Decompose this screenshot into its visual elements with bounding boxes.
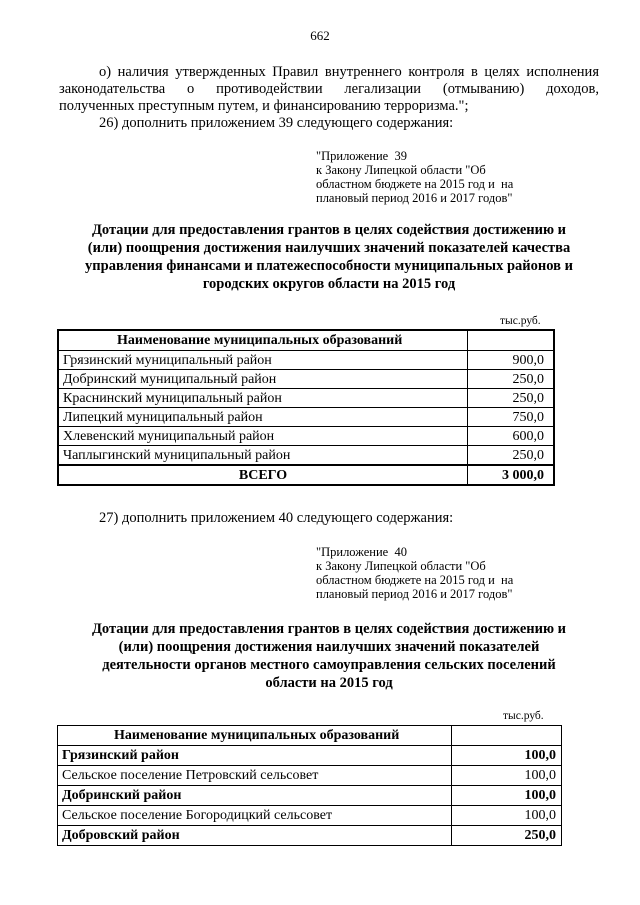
title-39-line-1: Дотации для предоставления грантов в целях содействия достижению и — [91, 222, 567, 238]
title-40-line-4: области на 2015 год — [265, 675, 393, 691]
item-27-text: 27) дополнить приложением 40 следующего содержания: — [99, 510, 454, 526]
row-name: Сельское поселение Богородицкий сельсовет — [58, 806, 452, 826]
row-name: Чаплыгинский муниципальный район — [58, 446, 468, 466]
table-2 — [57, 725, 562, 846]
intro-line-2: законодательства о противодействии легализации (отмыванию) доходов, — [59, 81, 599, 97]
table-1-total-row — [58, 465, 554, 485]
item-26-text: 26) дополнить приложением 39 следующего содержания: — [99, 115, 454, 131]
appendix-40-line-4: плановый период 2016 и 2017 годов" — [316, 587, 513, 601]
table-1-header-value — [468, 330, 555, 351]
row-name: Сельское поселение Петровский сельсовет — [58, 766, 452, 786]
table-row — [58, 806, 562, 826]
row-value: 250,0 — [468, 446, 555, 466]
appendix-40-line-3: областном бюджете на 2015 год и на — [316, 573, 514, 587]
title-40-line-3: деятельности органов местного самоуправления сельских поселений — [102, 657, 556, 673]
row-name: Грязинский муниципальный район — [58, 351, 468, 370]
row-name: Добровский район — [58, 826, 452, 846]
appendix-39-caption — [316, 149, 513, 205]
table-row — [58, 370, 554, 389]
row-value: 600,0 — [468, 427, 555, 446]
row-value: 900,0 — [468, 351, 555, 370]
item-27-paragraph — [59, 510, 599, 527]
row-name: Грязинский район — [58, 746, 452, 766]
page-number: 662 — [310, 28, 330, 43]
row-value: 250,0 — [468, 389, 555, 408]
table-2-header-row — [58, 726, 562, 746]
row-name: Хлевенский муниципальный район — [58, 427, 468, 446]
appendix-39-line-3: областном бюджете на 2015 год и на — [316, 177, 514, 191]
table-row — [58, 766, 562, 786]
table-row — [58, 351, 554, 370]
row-value: 250,0 — [468, 370, 555, 389]
title-40-line-1: Дотации для предоставления грантов в целях содействия достижению и — [91, 621, 567, 637]
table-2-units: тыс.руб. — [503, 710, 544, 722]
table-2-header-value — [452, 726, 562, 746]
table-row — [58, 408, 554, 427]
intro-line-3: полученных преступным путем, и финансированию терроризма."; — [59, 98, 469, 114]
total-value: 3 000,0 — [468, 465, 555, 485]
table-row — [58, 746, 562, 766]
title-39-line-2: (или) поощрения достижения наилучших значений показателей качества — [87, 240, 571, 256]
row-name: Добринский район — [58, 786, 452, 806]
row-name: Добринский муниципальный район — [58, 370, 468, 389]
appendix-39-line-4: плановый период 2016 и 2017 годов" — [316, 191, 513, 205]
table-row — [58, 446, 554, 466]
row-name: Краснинский муниципальный район — [58, 389, 468, 408]
appendix-39-line-2: к Закону Липецкой области "Об — [316, 163, 486, 177]
row-value: 750,0 — [468, 408, 555, 427]
table-1-header-row — [58, 330, 554, 351]
table-1-header: Наименование муниципальных образований — [58, 330, 468, 351]
intro-paragraph — [59, 64, 599, 132]
row-value: 100,0 — [452, 786, 562, 806]
title-39-line-3: управления финансами и платежеспособности муниципальных районов и — [85, 258, 573, 274]
table-1 — [57, 329, 555, 486]
row-value: 100,0 — [452, 766, 562, 786]
total-label: ВСЕГО — [58, 465, 468, 485]
row-name: Липецкий муниципальный район — [58, 408, 468, 427]
appendix-40-line-2: к Закону Липецкой области "Об — [316, 559, 486, 573]
appendix-40-line-1: "Приложение 40 — [316, 545, 407, 559]
intro-line-1: о) наличия утвержденных Правил внутреннего контроля в целях исполнения — [99, 64, 599, 80]
table-row — [58, 427, 554, 446]
row-value: 100,0 — [452, 746, 562, 766]
appendix-39-title — [59, 221, 599, 293]
table-2-header: Наименование муниципальных образований — [58, 726, 452, 746]
row-value: 100,0 — [452, 806, 562, 826]
title-39-line-4: городских округов области на 2015 год — [202, 276, 456, 292]
table-row — [58, 826, 562, 846]
appendix-39-line-1: "Приложение 39 — [316, 149, 407, 163]
title-40-line-2: (или) поощрения достижения наилучших значений показателей — [118, 639, 540, 655]
table-row — [58, 389, 554, 408]
appendix-40-title — [59, 620, 599, 692]
table-row — [58, 786, 562, 806]
row-value: 250,0 — [452, 826, 562, 846]
table-1-units: тыс.руб. — [500, 315, 541, 327]
appendix-40-caption — [316, 545, 513, 601]
